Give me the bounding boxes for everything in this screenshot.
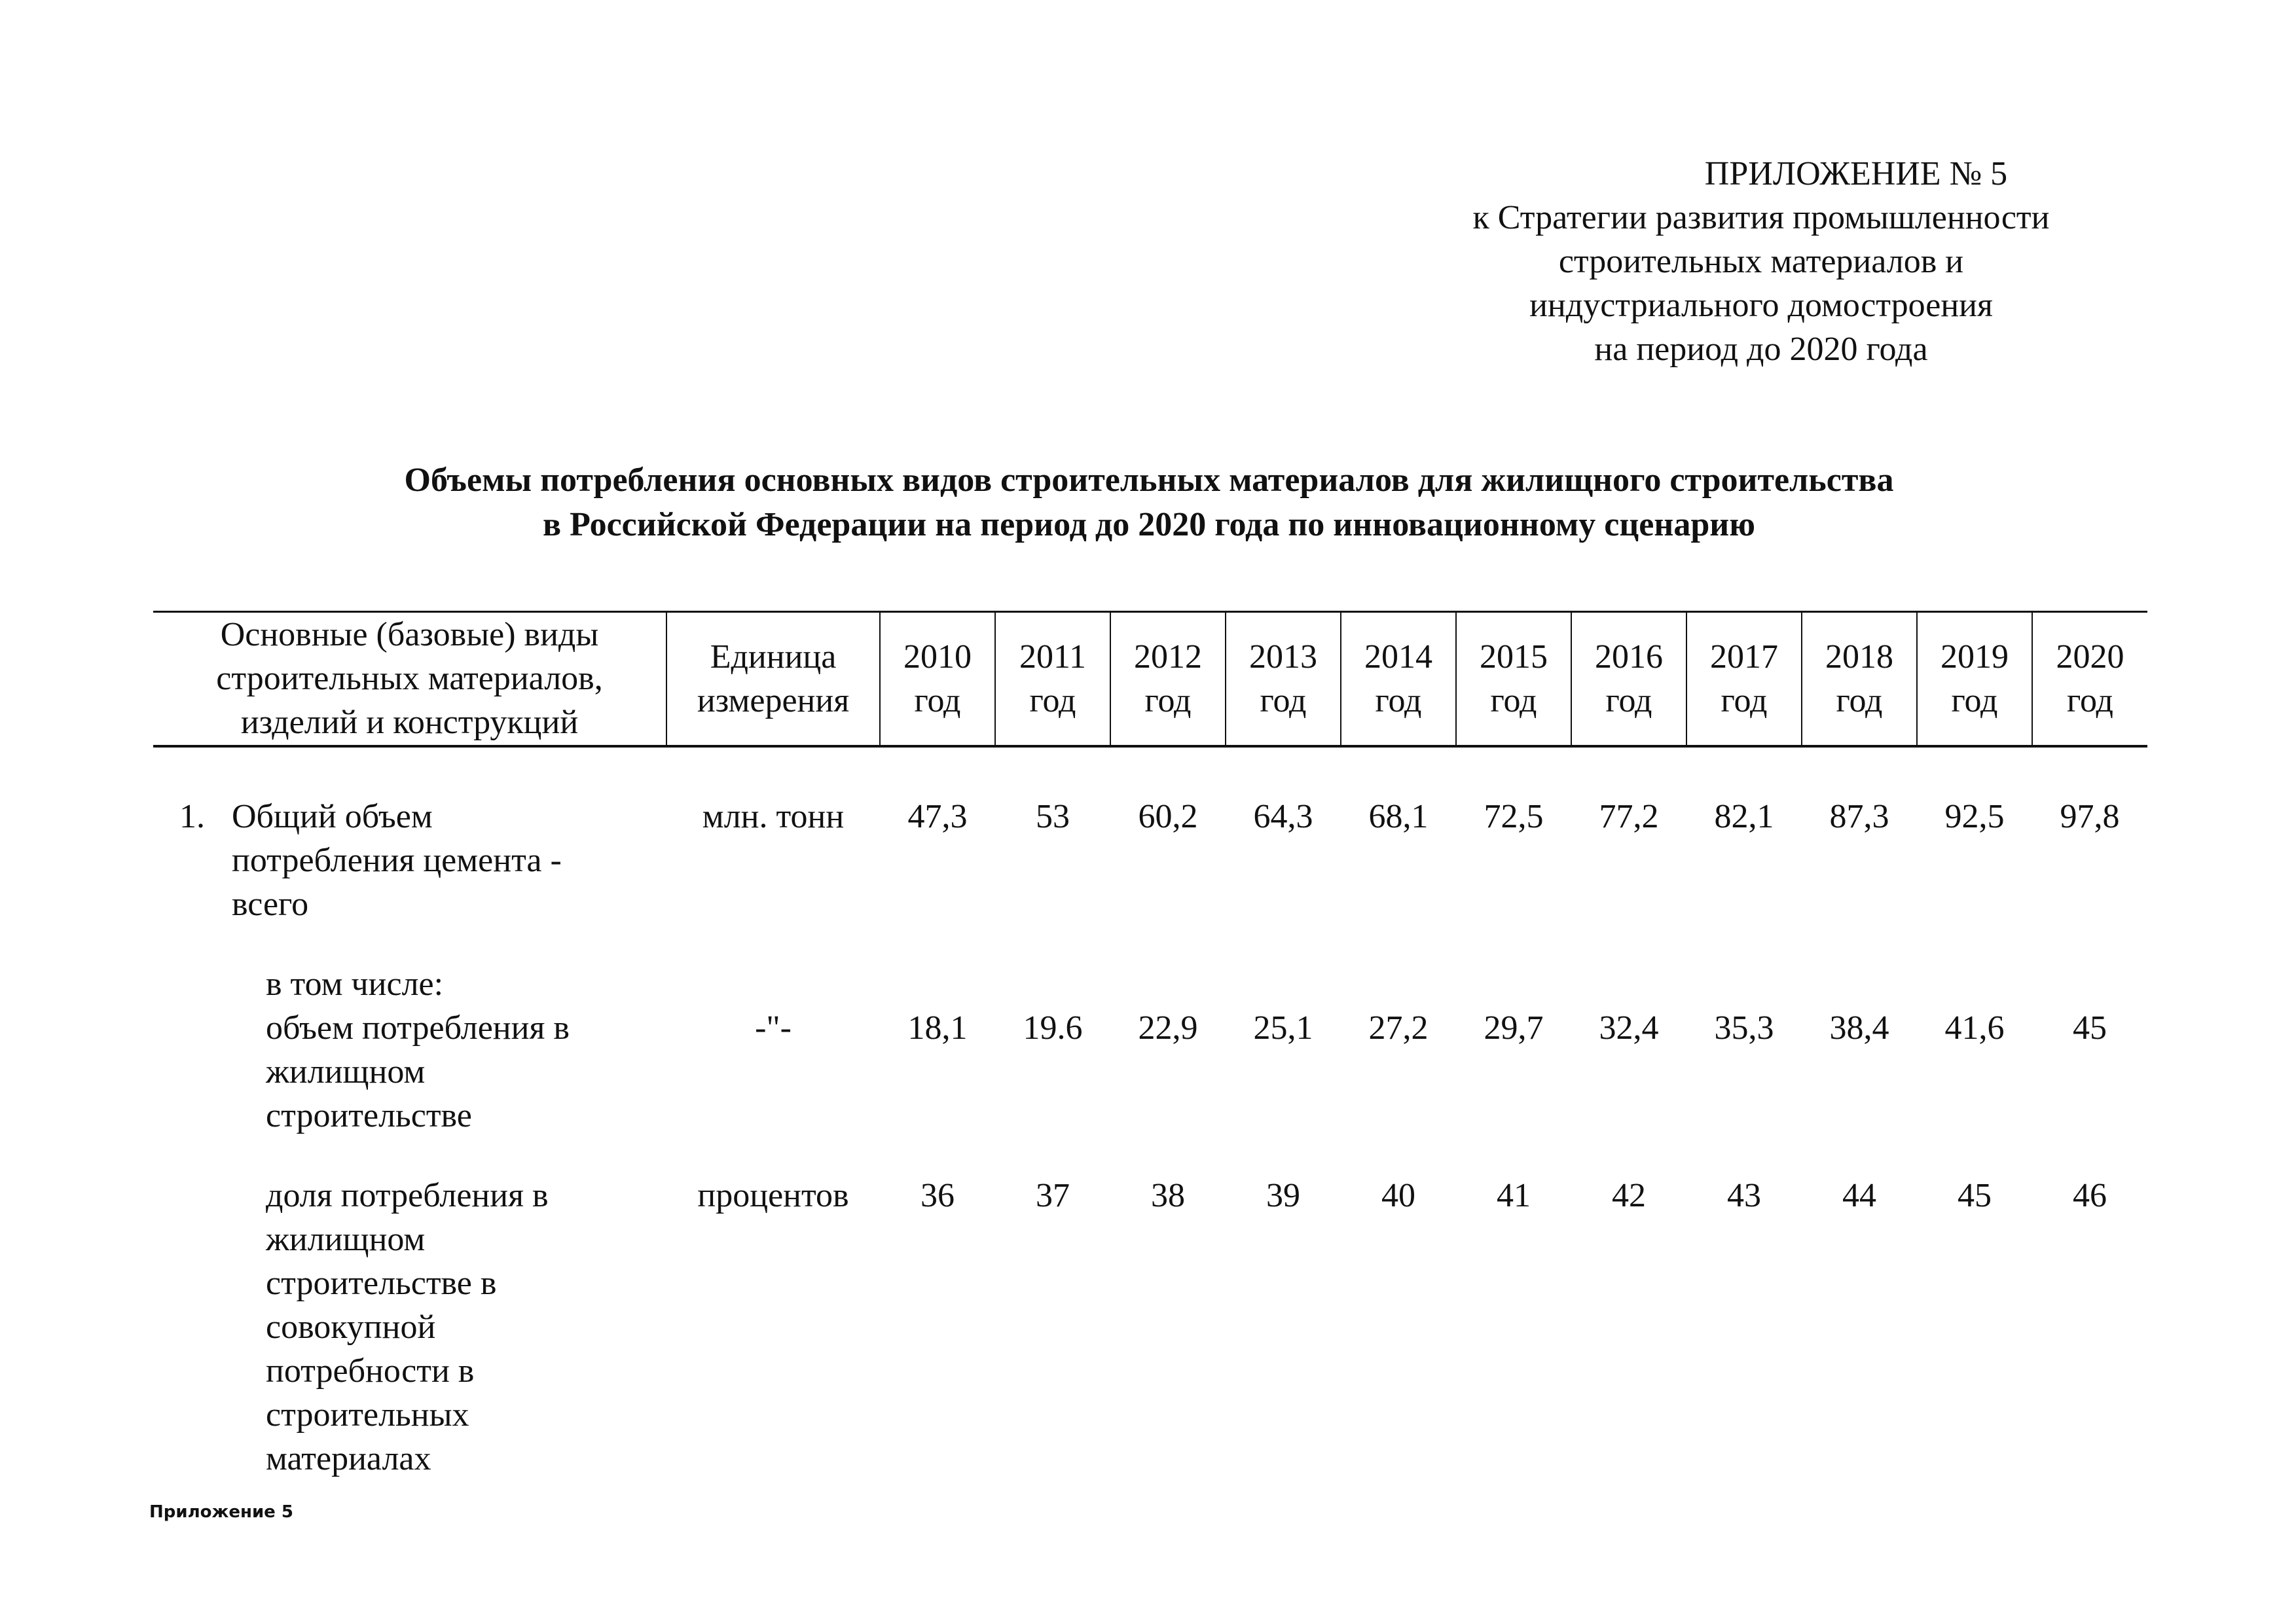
table-row	[153, 1174, 2147, 1481]
year-label: 2015	[1480, 638, 1548, 676]
row-label-line: всего	[232, 885, 309, 923]
year-suffix: год	[2067, 681, 2113, 719]
value-cell: 38	[1151, 1176, 1185, 1214]
appendix-line: на период до 2020 года	[1594, 331, 1928, 368]
header-unit	[666, 612, 880, 746]
table-row	[153, 746, 2147, 962]
year-suffix: год	[1836, 681, 1883, 719]
row-label-line: совокупной	[266, 1308, 436, 1346]
value-cell: 19.6	[1023, 1009, 1083, 1047]
header-year	[1226, 612, 1341, 746]
row-label-line: доля потребления в	[266, 1176, 549, 1214]
value-cell: 60,2	[1138, 797, 1198, 835]
value-cell: 42	[1612, 1176, 1646, 1214]
appendix-line: строительных материалов и	[1558, 243, 1964, 280]
header-year	[1686, 612, 1802, 746]
appendix-line: индустриального домостроения	[1529, 287, 1993, 324]
header-unit-line: измерения	[697, 681, 850, 719]
row-label	[153, 746, 666, 962]
row-unit: -"-	[755, 1009, 792, 1047]
year-suffix: год	[1951, 681, 1998, 719]
table-header-row	[153, 612, 2147, 746]
value-cell: 64,3	[1253, 797, 1313, 835]
document-title	[151, 458, 2147, 547]
value-cell: 41	[1497, 1176, 1531, 1214]
year-label: 2014	[1364, 638, 1432, 676]
row-unit: процентов	[697, 1176, 849, 1214]
appendix-heading	[1401, 152, 2121, 371]
header-year	[995, 612, 1110, 746]
header-year	[1110, 612, 1226, 746]
row-label	[153, 962, 666, 1174]
year-label: 2019	[1941, 638, 2009, 676]
value-cell: 97,8	[2060, 797, 2120, 835]
header-unit-line: Единица	[710, 638, 837, 676]
year-suffix: год	[1144, 681, 1192, 719]
page-footer: Приложение 5	[149, 1502, 293, 1522]
row-label-line: строительных	[266, 1396, 469, 1434]
header-material	[153, 612, 666, 746]
value-cell: 39	[1266, 1176, 1300, 1214]
value-cell: 37	[1036, 1176, 1070, 1214]
year-label: 2017	[1710, 638, 1778, 676]
value-cell: 46	[2073, 1176, 2107, 1214]
year-suffix: год	[1029, 681, 1076, 719]
value-cell: 27,2	[1368, 1009, 1429, 1047]
value-cell: 32,4	[1599, 1009, 1659, 1047]
value-cell: 72,5	[1484, 797, 1544, 835]
header-material-line: Основные (базовые) виды	[220, 616, 599, 654]
row-label-line: объем потребления в	[266, 1009, 570, 1047]
row-label-line: потребления цемента -	[232, 841, 562, 879]
year-suffix: год	[914, 681, 961, 719]
year-label: 2016	[1595, 638, 1663, 676]
header-material-line: строительных материалов,	[216, 660, 603, 698]
value-cell: 36	[920, 1176, 955, 1214]
row-label-line: Общий объем	[232, 797, 433, 835]
value-cell: 41,6	[1944, 1009, 2005, 1047]
row-label-line: строительстве в	[266, 1264, 497, 1302]
header-year	[1917, 612, 2032, 746]
year-label: 2011	[1019, 638, 1087, 676]
value-cell: 47,3	[907, 797, 968, 835]
title-line: Объемы потребления основных видов строительных материалов для жилищного строительства	[404, 461, 1894, 499]
value-cell: 38,4	[1829, 1009, 1889, 1047]
value-cell: 45	[1958, 1176, 1992, 1214]
year-suffix: год	[1721, 681, 1768, 719]
title-line: в Российской Федерации на период до 2020 года по инновационному сценарию	[543, 506, 1755, 543]
value-cell: 77,2	[1599, 797, 1659, 835]
value-cell: 53	[1036, 797, 1070, 835]
value-cell: 43	[1727, 1176, 1761, 1214]
value-cell: 29,7	[1484, 1009, 1544, 1047]
row-label-line: жилищном	[266, 1220, 426, 1258]
row-label-line: потребности в	[266, 1352, 475, 1390]
value-cell: 25,1	[1253, 1009, 1313, 1047]
appendix-line: к Стратегии развития промышленности	[1472, 199, 2050, 236]
row-unit: млн. тонн	[702, 797, 845, 835]
header-year	[1341, 612, 1456, 746]
year-label: 2018	[1825, 638, 1893, 676]
consumption-table	[153, 611, 2147, 1481]
year-label: 2012	[1134, 638, 1202, 676]
value-cell: 92,5	[1944, 797, 2005, 835]
row-number: 1.	[179, 797, 205, 835]
value-cell: 45	[2073, 1009, 2107, 1047]
year-suffix: год	[1260, 681, 1307, 719]
header-year	[880, 612, 995, 746]
year-label: 2020	[2056, 638, 2124, 676]
header-year	[1456, 612, 1571, 746]
header-year	[1802, 612, 1917, 746]
row-label-line: строительстве	[266, 1096, 472, 1134]
appendix-number: ПРИЛОЖЕНИЕ № 5	[1704, 155, 2008, 192]
value-cell: 68,1	[1368, 797, 1429, 835]
value-cell: 40	[1381, 1176, 1415, 1214]
header-year	[2032, 612, 2147, 746]
row-label-line: в том числе:	[266, 965, 444, 1003]
value-cell: 22,9	[1138, 1009, 1198, 1047]
row-label-line: жилищном	[266, 1053, 426, 1091]
year-label: 2010	[903, 638, 972, 676]
value-cell: 18,1	[907, 1009, 968, 1047]
header-material-line: изделий и конструкций	[240, 704, 579, 742]
row-label	[153, 1174, 666, 1481]
value-cell: 35,3	[1714, 1009, 1774, 1047]
value-cell: 87,3	[1829, 797, 1889, 835]
row-label-line: материалах	[266, 1439, 431, 1477]
table-row	[153, 962, 2147, 1174]
year-suffix: год	[1490, 681, 1537, 719]
year-label: 2013	[1249, 638, 1317, 676]
year-suffix: год	[1605, 681, 1652, 719]
header-year	[1571, 612, 1686, 746]
value-cell: 82,1	[1714, 797, 1774, 835]
value-cell: 44	[1842, 1176, 1876, 1214]
year-suffix: год	[1375, 681, 1422, 719]
